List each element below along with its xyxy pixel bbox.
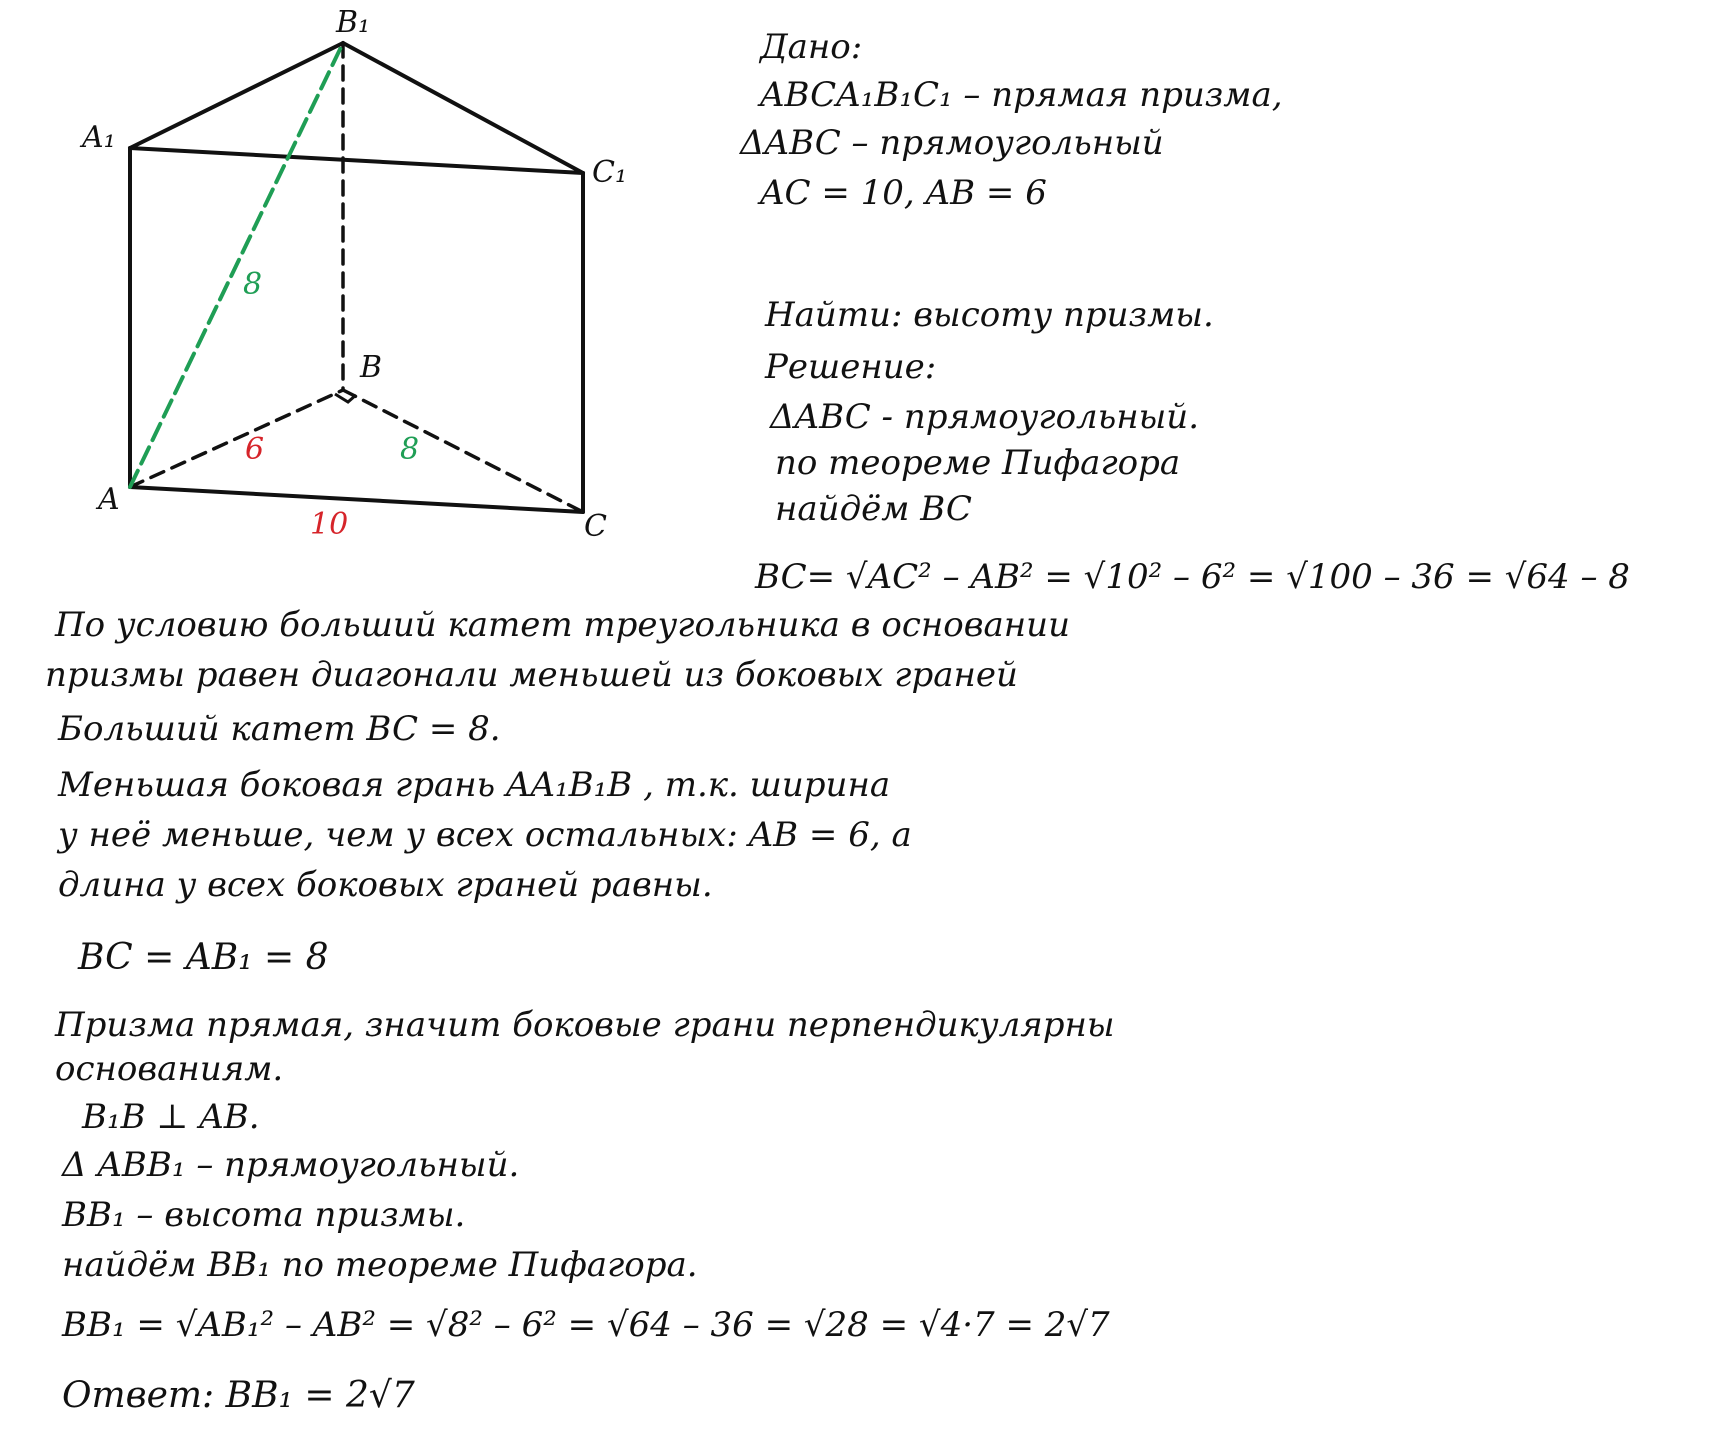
ab-length-label: 6 xyxy=(245,432,265,467)
given-heading: Дано: xyxy=(760,27,863,67)
body-line-7: BC = AB₁ = 8 xyxy=(78,937,329,978)
given-line-2: ΔABC – прямоугольный xyxy=(740,123,1164,163)
vertex-label-B: B xyxy=(360,350,383,385)
body-line-2: призмы равен диагонали меньшей из боковых граней xyxy=(45,655,1018,695)
bc-length-label: 8 xyxy=(400,432,420,467)
body-line-4: Меньшая боковая грань AA₁B₁B , т.к. ширина xyxy=(58,765,891,805)
solution-line-2: по теореме Пифагора xyxy=(775,443,1181,483)
body-line-13: найдём BB₁ по теореме Пифагора. xyxy=(62,1245,698,1285)
diagonal-length-label: 8 xyxy=(243,267,263,302)
vertex-label-C: C xyxy=(584,509,607,544)
answer-line: Ответ: BB₁ = 2√7 xyxy=(62,1375,415,1416)
edge-AC xyxy=(130,487,583,512)
edge-B1C1 xyxy=(343,43,583,173)
vertex-label-B1: B₁ xyxy=(336,5,371,40)
body-line-1: По условию больший катет треугольника в основании xyxy=(55,605,1070,645)
body-line-8: Призма прямая, значит боковые грани перпендикулярны xyxy=(55,1005,1115,1045)
body-line-6: длина у всех боковых граней равны. xyxy=(58,865,713,905)
given-line-3: AC = 10, AB = 6 xyxy=(760,173,1047,213)
vertex-label-A1: A₁ xyxy=(82,120,116,155)
ac-length-label: 10 xyxy=(310,507,349,542)
body-line-11: Δ ABB₁ – прямоугольный. xyxy=(62,1145,520,1185)
vertex-label-A: A xyxy=(98,482,120,517)
solution-line-3: найдём BC xyxy=(775,489,972,529)
solution-line-1: ΔABC - прямоугольный. xyxy=(770,397,1200,437)
body-line-12: BB₁ – высота призмы. xyxy=(62,1195,466,1235)
solution-heading: Решение: xyxy=(765,347,937,387)
edge-AB-hidden xyxy=(130,390,343,487)
body-line-10: B₁B ⊥ AB. xyxy=(82,1097,260,1137)
given-line-1: ABCA₁B₁C₁ – прямая призма, xyxy=(760,75,1283,115)
body-line-3: Больший катет BC = 8. xyxy=(58,709,501,749)
formula-bc: BC= √AC² – AB² = √10² – 6² = √100 – 36 = √64 – 8 xyxy=(755,557,1630,597)
diagonal-AB1 xyxy=(130,43,343,487)
edge-A1B1 xyxy=(130,43,343,148)
vertex-label-C1: C₁ xyxy=(592,155,627,190)
formula-bb1: BB₁ = √AB₁² – AB² = √8² – 6² = √64 – 36 = √28 = √4·7 = 2√7 xyxy=(62,1305,1110,1345)
edge-A1C1 xyxy=(130,148,583,173)
edge-BC-hidden xyxy=(343,390,583,512)
find-line: Найти: высоту призмы. xyxy=(765,295,1214,335)
body-line-9: основаниям. xyxy=(55,1049,284,1089)
body-line-5: у неё меньше, чем у всех остальных: AB = 6, а xyxy=(58,815,912,855)
